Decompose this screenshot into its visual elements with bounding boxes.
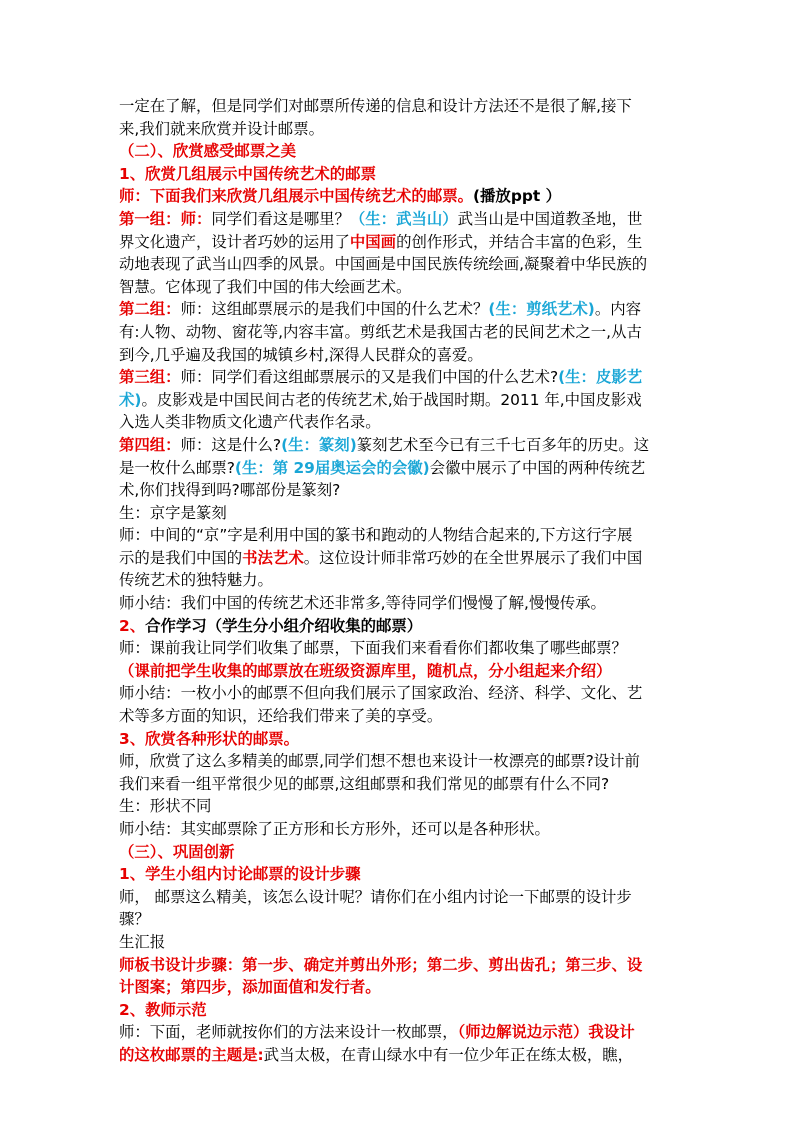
- text-run: 界文化遗产，设计者巧妙的运用了: [119, 232, 350, 251]
- text-run: 术,你们找得到吗?哪部份是篆刻?: [119, 481, 341, 500]
- text-run: 术等多方面的知识，还给我们带来了美的享受。: [119, 707, 443, 726]
- text-line: [119, 750, 685, 773]
- text-run: 入选人类非物质文化遗产代表作名录。: [119, 413, 381, 432]
- text-line: [119, 954, 685, 977]
- text-line: [119, 863, 685, 886]
- text-line: [119, 434, 685, 457]
- text-run: 2、: [119, 616, 146, 635]
- text-line: [119, 682, 685, 705]
- text-run: 一定在了解，但是同学们对邮票所传递的信息和设计方法还不是很了解,接下: [119, 97, 632, 115]
- text-line: [119, 569, 685, 592]
- text-run: 生汇报: [119, 932, 166, 951]
- text-run: 师小结：一枚小小的邮票不但向我们展示了国家政治、经济、科学、文化、艺: [119, 684, 643, 703]
- text-run: （三）、巩固创新: [119, 842, 235, 861]
- text-run: 会徽中展示了中国的两种传统艺: [429, 458, 646, 477]
- text-line: [119, 366, 685, 389]
- text-line: [119, 637, 685, 660]
- text-run: (生：剪纸艺术): [488, 300, 595, 319]
- text-run: 师：课前我让同学们收集了邮票，下面我们来看看你们都收集了哪些邮票？: [119, 639, 627, 658]
- text-line: [119, 1021, 685, 1044]
- text-line: [119, 976, 685, 999]
- text-run: 是一枚什么邮票?: [119, 458, 235, 477]
- text-line: [119, 163, 685, 186]
- text-run: 书法艺术: [242, 548, 304, 567]
- text-run: 生：京字是篆刻: [119, 503, 227, 522]
- text-run: 计图案；第四步，添加面值和发行者。: [119, 978, 381, 997]
- text-run: 第四组：: [119, 435, 181, 454]
- text-run: 师：这是什么?: [180, 435, 282, 454]
- text-line: [119, 321, 685, 344]
- text-line: [119, 479, 685, 502]
- text-run: 骤？: [119, 910, 150, 929]
- text-run: 同学们看这是哪里？: [211, 209, 350, 228]
- text-run: (播放ppt ）: [473, 187, 561, 206]
- text-run: 第一组：师：: [119, 209, 212, 228]
- text-run: (生：皮影艺: [558, 368, 643, 387]
- text-run: 中国画: [349, 232, 397, 251]
- text-run: 师：中间的“京”字是利用中国的篆书和跑动的人物结合起来的,下方这行字展: [119, 526, 633, 545]
- text-run: 示的是我们中国的: [119, 548, 243, 567]
- text-line: [119, 728, 685, 751]
- text-line: [119, 773, 685, 796]
- text-run: 师：下面，老师就按你们的方法来设计一枚邮票，: [119, 1023, 458, 1042]
- text-line: [119, 118, 685, 141]
- text-run: （师边解说边示范）我设计: [457, 1023, 635, 1042]
- text-run: 生：形状不同: [119, 797, 212, 816]
- text-line: [119, 524, 685, 547]
- text-line: [119, 502, 685, 525]
- text-line: [119, 231, 685, 254]
- text-line: [119, 931, 685, 954]
- text-run: 动地表现了武当山四季的风景。中国画是中国民族传统绘画,凝聚着中华民族的: [119, 255, 648, 274]
- text-run: 3、欣赏各种形状的邮票。: [119, 729, 300, 748]
- text-run: 合作学习（学生分小组介绍收集的邮票）: [145, 616, 423, 635]
- text-line: [119, 389, 685, 412]
- text-run: 武当太极，: [263, 1045, 341, 1064]
- text-line: [119, 276, 685, 299]
- text-line: [119, 344, 685, 367]
- text-line: [119, 908, 685, 931]
- text-run: 。皮影戏是中国民间古老的传统艺术,始于战国时期。2011 年,中国皮影戏: [141, 390, 642, 409]
- text-run: 第二组：: [119, 300, 181, 319]
- text-run: 师：下面我们来欣赏几组展示中国传统艺术的邮票。: [119, 187, 473, 206]
- text-line: [119, 95, 685, 118]
- text-run: 。这位设计师非常巧妙的在全世界展示了我们中国: [303, 548, 643, 567]
- text-line: [119, 841, 685, 864]
- text-run: 师，欣赏了这么多精美的邮票,同学们想不想也来设计一枚漂亮的邮票?设计前: [119, 752, 640, 771]
- text-line: [119, 457, 685, 480]
- text-run: 师：这组邮票展示的是我们中国的什么艺术？: [180, 300, 489, 319]
- text-run: 师板书设计步骤：第一步、确定并剪出外形；第二步、剪出齿孔；第三步、设: [119, 955, 643, 974]
- text-run: 师小结：其实邮票除了正方形和长方形外，还可以是各种形状。: [119, 820, 550, 838]
- text-run: 我们来看一组平常很少见的邮票,这组邮票和我们常见的邮票有什么不同?: [119, 774, 610, 793]
- text-line: [119, 298, 685, 321]
- text-line: [119, 185, 685, 208]
- text-run: 在青山绿水中有一位少年正在练太极，瞧，: [340, 1045, 634, 1064]
- text-run: 术): [119, 390, 142, 409]
- text-run: 来,我们就来欣赏并设计邮票。: [119, 119, 324, 138]
- text-line: [119, 886, 685, 909]
- lesson-plan-text: [119, 95, 685, 1067]
- text-run: 的创作形式，并结合丰富的色彩，生: [396, 232, 643, 251]
- text-line: [119, 253, 685, 276]
- text-run: 篆刻艺术至今已有三千七百多年的历史。这: [356, 435, 650, 454]
- text-run: 第三组：: [119, 368, 181, 387]
- text-run: (生：第 29届奥运会的会徽): [234, 458, 430, 477]
- text-run: 1、学生小组内讨论邮票的设计步骤: [119, 865, 361, 884]
- text-run: 智慧。它体现了我们中国的伟大绘画艺术。: [119, 277, 412, 296]
- text-line: [119, 818, 685, 841]
- text-line: [119, 1044, 685, 1067]
- text-run: 武当山是中国道教圣地，世: [457, 209, 643, 228]
- text-run: (生：篆刻): [281, 435, 357, 454]
- text-run: （二）、欣赏感受邮票之美: [119, 142, 296, 161]
- text-run: 有:人物、动物、窗花等,内容丰富。剪纸艺术是我国古老的民间艺术之一,从古: [119, 322, 642, 341]
- text-run: 传统艺术的独特魅力。: [119, 571, 273, 590]
- text-line: [119, 208, 685, 231]
- text-line: [119, 547, 685, 570]
- text-run: 师：同学们看这组邮票展示的又是我们中国的什么艺术?: [180, 368, 559, 387]
- text-line: [119, 592, 685, 615]
- text-line: [119, 411, 685, 434]
- text-line: [119, 660, 685, 683]
- text-line: [119, 795, 685, 818]
- text-run: （生：武当山）: [349, 209, 458, 228]
- text-run: 师小结：我们中国的传统艺术还非常多,等待同学们慢慢了解,慢慢传承。: [119, 594, 606, 613]
- text-run: 2、教师示范: [119, 1000, 207, 1019]
- text-run: 。内容: [594, 300, 642, 319]
- text-run: 的这枚邮票的主题是:: [119, 1045, 264, 1064]
- text-line: [119, 705, 685, 728]
- text-line: [119, 140, 685, 163]
- text-run: 到今,几乎遍及我国的城镇乡村,深得人民群众的喜爱。: [119, 345, 483, 364]
- text-line: [119, 615, 685, 638]
- text-run: 1、欣赏几组展示中国传统艺术的邮票: [119, 164, 376, 183]
- text-run: （课前把学生收集的邮票放在班级资源库里，随机点，分小组起来介绍）: [119, 661, 612, 680]
- text-run: 师， 邮票这么精美，该怎么设计呢？请你们在小组内讨论一下邮票的设计步: [119, 887, 632, 906]
- text-line: [119, 999, 685, 1022]
